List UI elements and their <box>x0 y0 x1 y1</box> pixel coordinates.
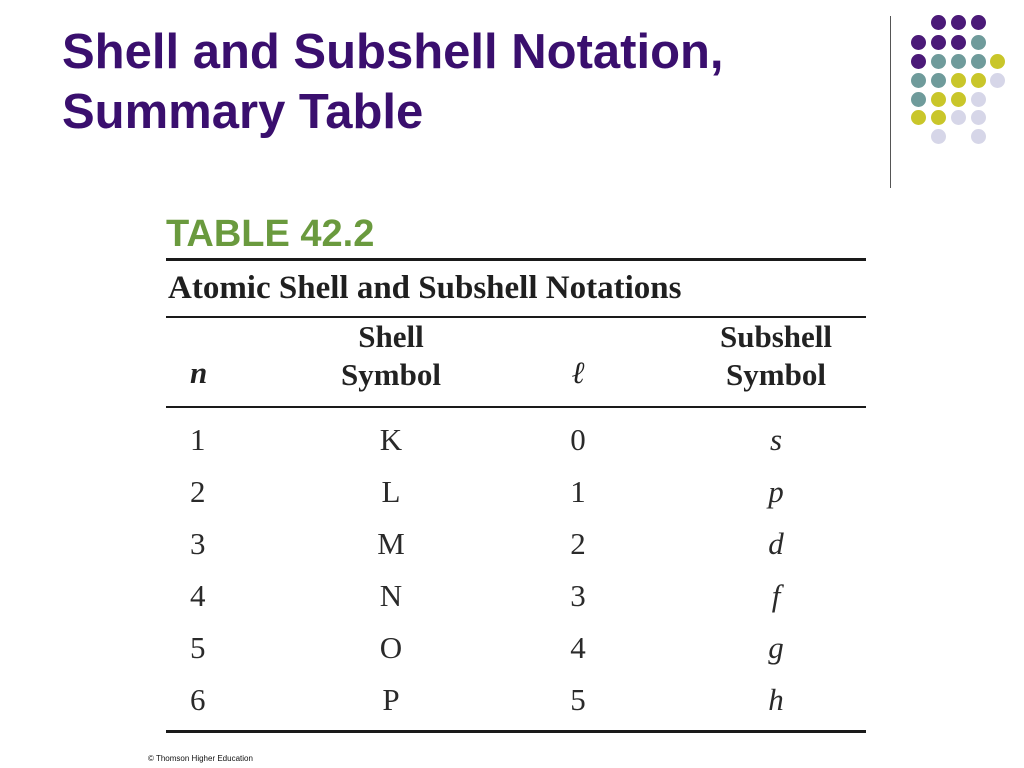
cell-shell-symbol: N <box>379 578 403 613</box>
table-header-row <box>166 318 866 406</box>
cell-n: 4 <box>190 578 206 613</box>
header-n: n <box>190 355 208 390</box>
cell-l: 5 <box>570 682 586 717</box>
table-row <box>166 414 866 466</box>
cell-l: 4 <box>570 630 586 665</box>
decorative-dot <box>951 73 966 88</box>
cell-l: 1 <box>570 474 586 509</box>
slide-title-line1: Shell and Subshell Notation, <box>62 25 724 79</box>
cell-subshell-symbol: h <box>768 682 784 717</box>
decorative-dot <box>911 110 926 125</box>
cell-shell-symbol: O <box>379 630 403 665</box>
table-row <box>166 518 866 570</box>
decorative-dot <box>951 110 966 125</box>
cell-n: 3 <box>190 526 206 561</box>
table-row <box>166 674 866 726</box>
decorative-dot <box>990 73 1005 88</box>
decorative-dot <box>931 35 946 50</box>
cell-l: 2 <box>570 526 586 561</box>
cell-shell-symbol: P <box>382 682 400 717</box>
decorative-dot <box>971 54 986 69</box>
decorative-dot <box>971 15 986 30</box>
decorative-dot <box>951 92 966 107</box>
header-subshell-line1: Subshell <box>719 319 832 354</box>
cell-subshell-symbol: d <box>768 526 784 561</box>
header-shell-line2: Symbol <box>341 357 441 392</box>
table-bottom-rule <box>166 730 866 733</box>
cell-subshell-symbol: p <box>768 474 784 509</box>
cell-shell-symbol: K <box>379 422 403 457</box>
cell-n: 5 <box>190 630 206 665</box>
cell-shell-symbol: M <box>377 526 405 561</box>
table-row <box>166 622 866 674</box>
cell-l: 0 <box>570 422 586 457</box>
decorative-dot <box>931 54 946 69</box>
table-label: TABLE 42.2 <box>166 213 375 255</box>
copyright-footer: © Thomson Higher Education <box>148 754 253 763</box>
decorative-dot <box>911 54 926 69</box>
decorative-dot <box>971 110 986 125</box>
slide-title-line2: Summary Table <box>62 85 424 139</box>
decorative-dot <box>951 15 966 30</box>
decorative-dot <box>971 35 986 50</box>
decorative-dot <box>931 92 946 107</box>
table-caption: Atomic Shell and Subshell Notations <box>168 270 682 306</box>
cell-shell-symbol: L <box>381 474 401 509</box>
cell-subshell-symbol: s <box>769 422 783 457</box>
table-row <box>166 570 866 622</box>
cell-l: 3 <box>570 578 586 613</box>
decorative-dot <box>911 73 926 88</box>
decorative-dot <box>931 15 946 30</box>
decorative-dot <box>911 92 926 107</box>
decorative-dot <box>971 92 986 107</box>
cell-n: 6 <box>190 682 206 717</box>
header-shell-line1: Shell <box>358 319 424 354</box>
cell-subshell-symbol: f <box>771 578 781 613</box>
table-body <box>166 408 866 730</box>
decorative-dot <box>911 35 926 50</box>
decorative-dot <box>971 129 986 144</box>
decorative-dot <box>990 54 1005 69</box>
table-row <box>166 466 866 518</box>
decorative-dot <box>931 110 946 125</box>
decorative-dot <box>951 35 966 50</box>
header-l: ℓ <box>571 355 585 390</box>
decorative-dot <box>931 73 946 88</box>
cell-subshell-symbol: g <box>768 630 784 665</box>
cell-n: 1 <box>190 422 206 457</box>
decorative-dot <box>951 54 966 69</box>
shell-notation-table <box>166 212 866 733</box>
decorative-dot <box>931 129 946 144</box>
decorative-dot <box>971 73 986 88</box>
decorative-dot-grid <box>0 0 1024 200</box>
header-subshell-line2: Symbol <box>726 357 826 392</box>
cell-n: 2 <box>190 474 206 509</box>
